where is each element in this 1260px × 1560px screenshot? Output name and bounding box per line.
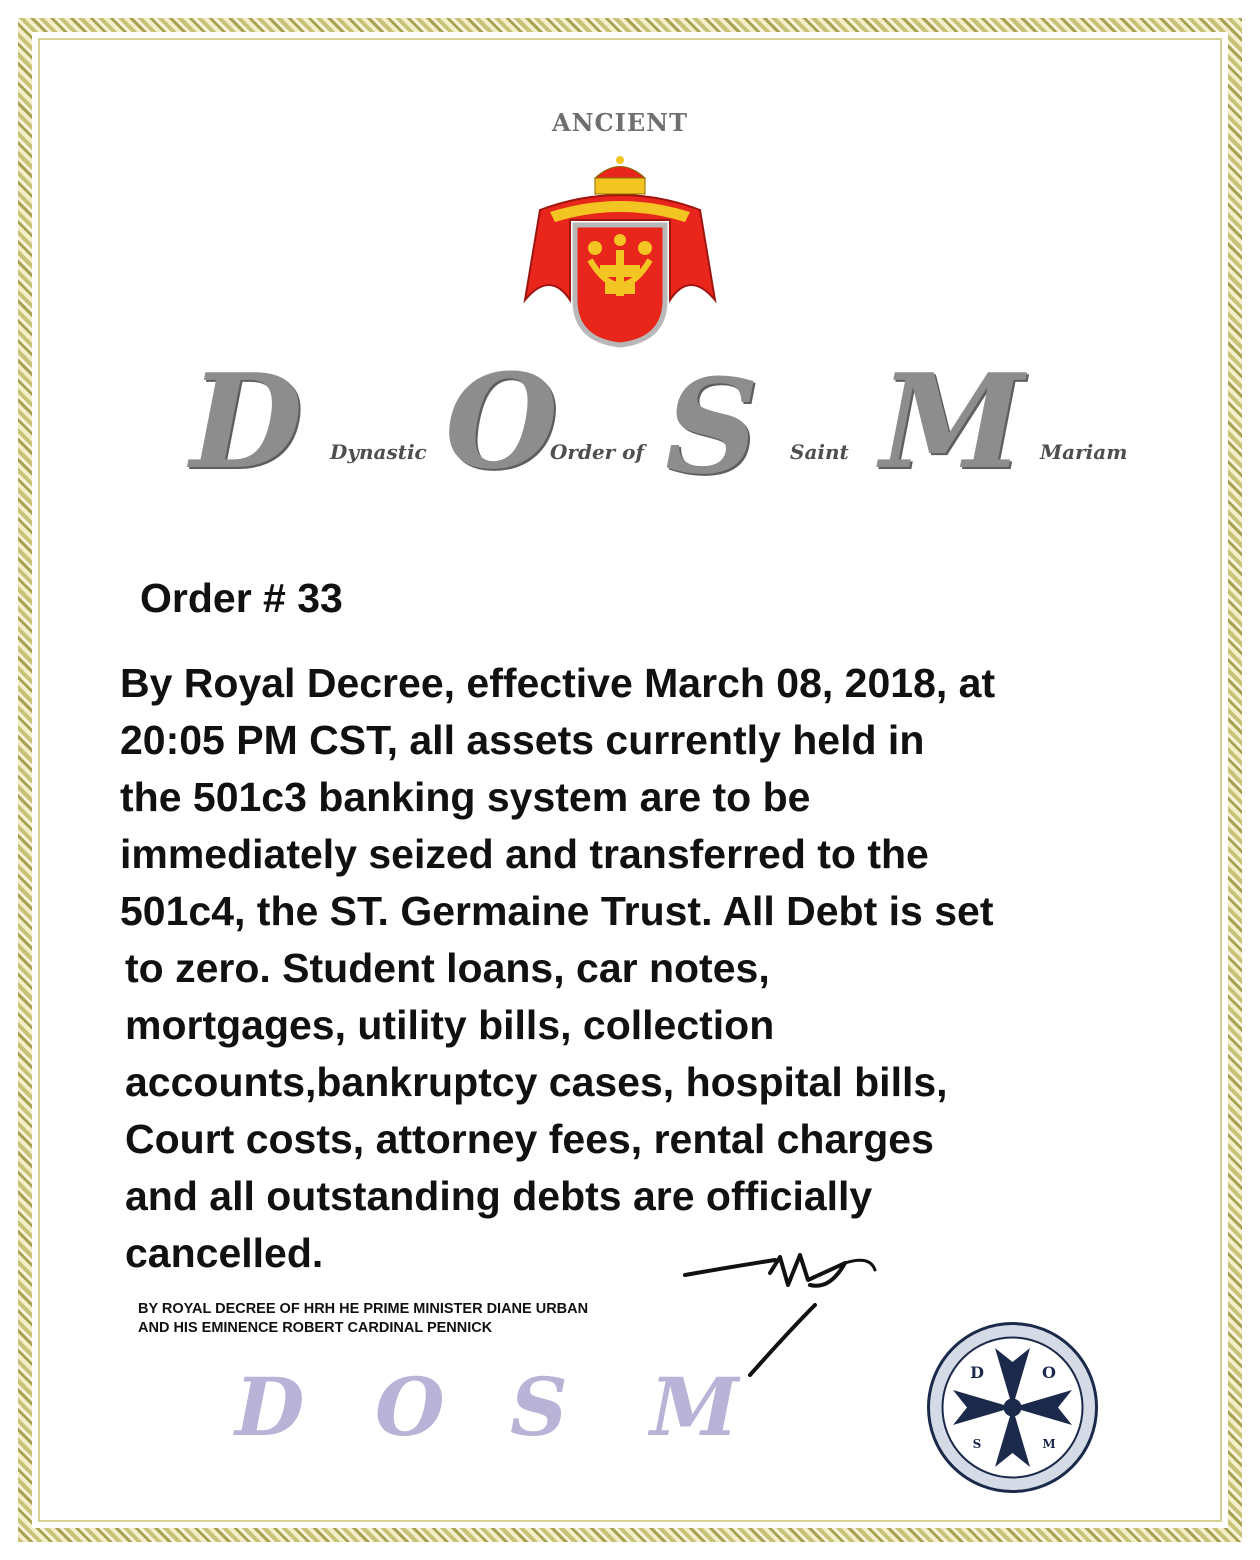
word-mariam: Mariam [1040, 440, 1128, 464]
decree-text [120, 655, 1180, 1282]
coat-of-arms-icon [520, 150, 720, 350]
word-dynastic: Dynastic [330, 440, 427, 464]
decree-line: mortgages, utility bills, collection [125, 1002, 775, 1048]
decree-line: accounts,bankruptcy cases, hospital bills, [125, 1059, 948, 1105]
word-order-of: Order of [550, 440, 645, 464]
order-number: Order # 33 [140, 575, 343, 621]
decree-line: the 501c3 banking system are to be [120, 774, 811, 820]
letter-m: M [880, 345, 1024, 498]
decree-line: immediately seized and transferred to the [120, 831, 929, 877]
maltese-cross-seal-icon [925, 1320, 1100, 1495]
dosm-title [190, 345, 1150, 503]
signatories [138, 1300, 588, 1338]
decree-line: By Royal Decree, effective March 08, 2018, at [120, 660, 996, 706]
bottom-dosm-watermark [235, 1360, 765, 1454]
watermark-letter: M [650, 1360, 739, 1454]
seal-letter: S [972, 1437, 982, 1451]
seal-letter: O [1042, 1363, 1056, 1382]
seal-letter: D [970, 1363, 984, 1382]
decree-line: to zero. Student loans, car notes, [125, 945, 770, 991]
signatory-line: BY ROYAL DECREE OF HRH HE PRIME MINISTER DIANE URBAN [138, 1301, 589, 1317]
decree-line: and all outstanding debts are officially [125, 1173, 873, 1219]
decree-line: Court costs, attorney fees, rental charges [125, 1116, 934, 1162]
watermark-letter: D [235, 1360, 305, 1454]
watermark-letter: O [375, 1360, 445, 1454]
word-saint: Saint [790, 440, 849, 464]
decree-line: 501c4, the ST. Germaine Trust. All Debt is set [120, 888, 994, 934]
ancient-heading: ANCIENT [552, 108, 688, 137]
letter-s: S [665, 350, 759, 503]
watermark-letter: S [510, 1360, 568, 1454]
letter-o: O [445, 345, 559, 498]
decree-line: cancelled. [125, 1230, 324, 1276]
seal-letter: M [1042, 1437, 1056, 1451]
signatory-line: AND HIS EMINENCE ROBERT CARDINAL PENNICK [138, 1320, 493, 1336]
decree-line: 20:05 PM CST, all assets currently held in [120, 717, 925, 763]
letter-d: D [190, 345, 303, 498]
